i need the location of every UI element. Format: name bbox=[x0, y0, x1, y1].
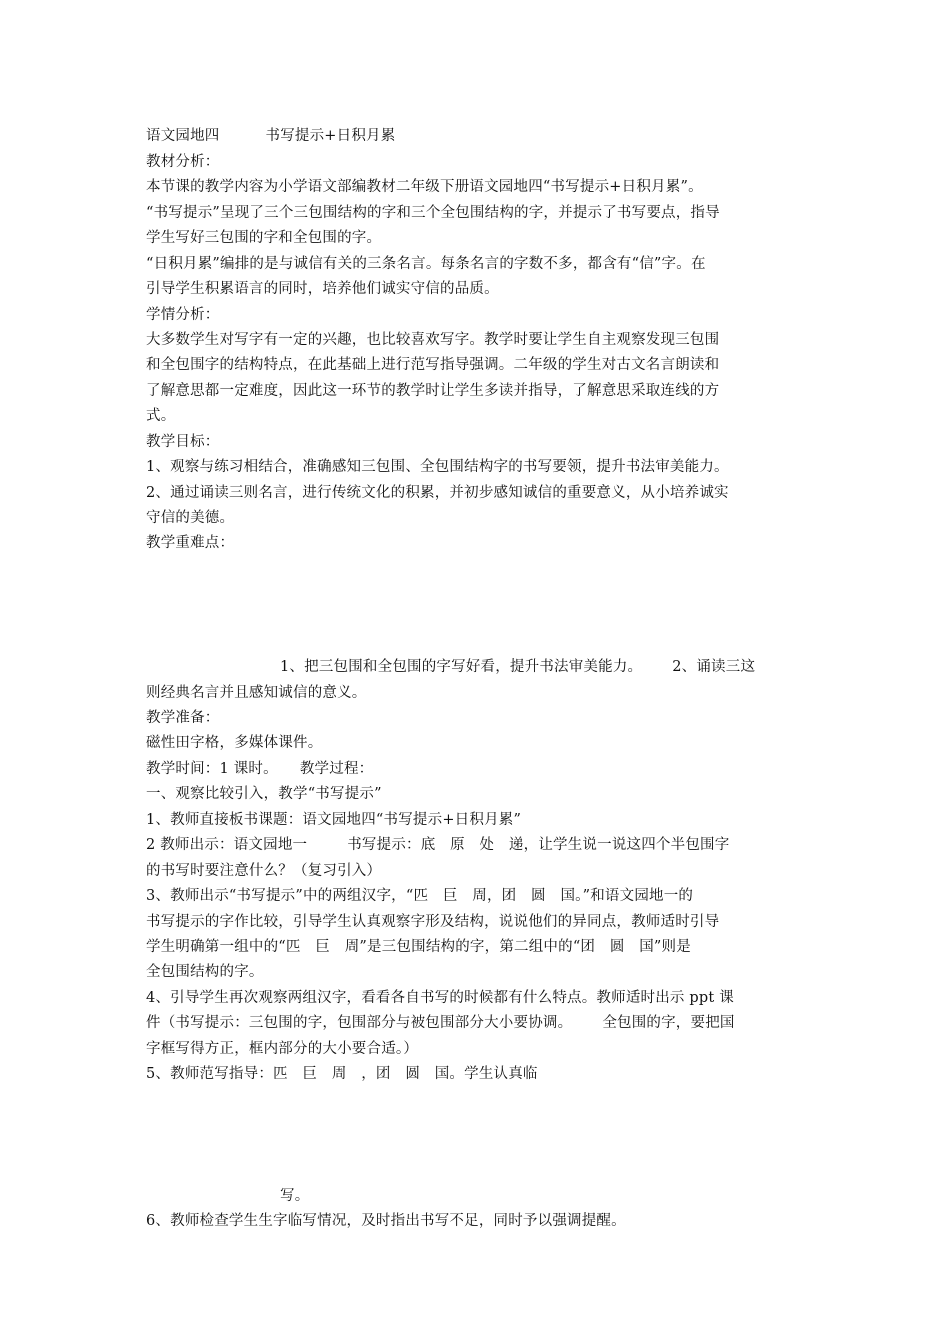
text-line: “书写提示”呈现了三个三包围结构的字和三个全包围结构的字，并提示了书写要点，指导 bbox=[146, 205, 720, 221]
section-heading: 教学准备： bbox=[146, 710, 220, 726]
text-line: 的书写时要注意什么？（复习引入） bbox=[146, 863, 382, 879]
section-heading: 学情分析： bbox=[146, 307, 220, 323]
text-line: 本节课的教学内容为小学语文部编教材二年级下册语文园地四“书写提示+日积月累”。 bbox=[146, 179, 703, 195]
text-line: 一、观察比较引入，教学“书写提示” bbox=[146, 786, 382, 802]
title-part1: 语文园地四 bbox=[146, 128, 220, 144]
title-part2: 书写提示+日积月累 bbox=[265, 128, 396, 144]
tip-part-b: 全包围的字，要把国 bbox=[602, 1015, 735, 1031]
tip-part-a: 件（书写提示：三包围的字，包围部分与被包围部分大小要协调。 bbox=[146, 1015, 573, 1031]
section-heading: 教学目标： bbox=[146, 434, 220, 450]
document-title bbox=[146, 126, 395, 146]
text-line: 引导学生积累语言的同时，培养他们诚实守信的品质。 bbox=[146, 281, 499, 297]
text-line: 了解意思都一定难度，因此这一环节的教学时让学生多读并指导，了解意思采取连线的方 bbox=[146, 383, 720, 399]
text-line bbox=[146, 835, 729, 855]
key-points-line bbox=[280, 657, 755, 677]
text-line: 字框写得方正，框内部分的大小要合适。） bbox=[146, 1041, 419, 1057]
key-point-1: 1、把三包围和全包围的字写好看，提升书法审美能力。 bbox=[280, 659, 643, 675]
text-line: 大多数学生对写字有一定的兴趣，也比较喜欢写字。教学时要让学生自主观察发现三包围 bbox=[146, 332, 720, 348]
text-line: 1、观察与练习相结合，准确感知三包围、全包围结构字的书写要领，提升书法审美能力。 bbox=[146, 459, 729, 475]
text-line bbox=[146, 1013, 735, 1033]
key-point-2: 2、诵读三这 bbox=[672, 659, 756, 675]
line-2-part-b: 书写提示：底 原 处 递，让学生说一说这四个半包围字 bbox=[347, 837, 730, 853]
section-heading: 教学重难点： bbox=[146, 535, 235, 551]
time-process-line bbox=[146, 759, 373, 779]
text-line: 6、教师检查学生生字临写情况，及时指出书写不足，同时予以强调提醒。 bbox=[146, 1213, 626, 1229]
text-line: 磁性田字格，多媒体课件。 bbox=[146, 735, 323, 751]
text-line: 2、通过诵读三则名言，进行传统文化的积累，并初步感知诚信的重要意义，从小培养诚实 bbox=[146, 485, 729, 501]
text-line: “日积月累”编排的是与诚信有关的三条名言。每条名言的字数不多，都含有“信”字。在 bbox=[146, 256, 706, 272]
text-line: 1、教师直接板书课题：语文园地四“书写提示+日积月累” bbox=[146, 812, 522, 828]
process-label: 教学过程： bbox=[299, 761, 374, 777]
line-2-part-a: 2 教师出示：语文园地一 bbox=[146, 837, 308, 853]
time-label: 教学时间：1 课时。 bbox=[146, 761, 278, 777]
text-line: 学生写好三包围的字和全包围的字。 bbox=[146, 230, 382, 246]
text-line: 书写提示的字作比较，引导学生认真观察字形及结构，说说他们的异同点，教师适时引导 bbox=[146, 914, 720, 930]
text-line: 全包围结构的字。 bbox=[146, 964, 264, 980]
text-line: 守信的美德。 bbox=[146, 510, 235, 526]
section-heading: 教材分析： bbox=[146, 154, 220, 170]
text-line: 写。 bbox=[280, 1188, 310, 1204]
text-line: 和全包围字的结构特点，在此基础上进行范写指导强调。二年级的学生对古文名言朗读和 bbox=[146, 357, 720, 373]
text-line: 则经典名言并且感知诚信的意义。 bbox=[146, 685, 367, 701]
text-line: 式。 bbox=[146, 408, 176, 424]
text-line: 5、教师范写指导：匹 巨 周 ，团 圆 国。学生认真临 bbox=[146, 1066, 538, 1082]
text-line: 3、教师出示“书写提示”中的两组汉字，“匹 巨 周，团 圆 国。”和语文园地一的 bbox=[146, 888, 694, 904]
text-line: 4、引导学生再次观察两组汉字，看看各自书写的时候都有什么特点。教师适时出示 ppt 课 bbox=[146, 990, 734, 1006]
text-line: 学生明确第一组中的“匹 巨 周”是三包围结构的字，第二组中的“团 圆 国”则是 bbox=[146, 939, 691, 955]
